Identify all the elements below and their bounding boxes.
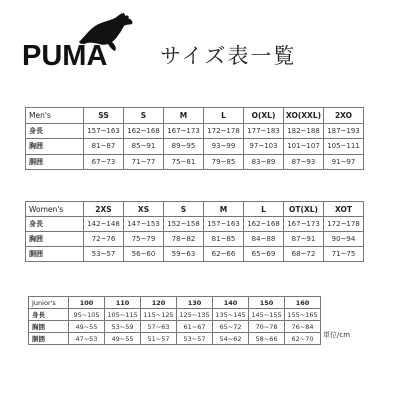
table-cell: 105~115 [105, 309, 141, 321]
table-cell: 177~183 [244, 123, 284, 139]
table-cell: 54~62 [213, 333, 249, 345]
table-cell: 49~55 [105, 333, 141, 345]
table-cell: 59~63 [164, 247, 204, 262]
table-cell: 90~94 [324, 232, 364, 247]
size-header-cell: O(XL) [244, 108, 284, 124]
table-header-row [29, 297, 321, 309]
table-cell: 182~188 [284, 123, 324, 139]
table-cell: 84~88 [244, 232, 284, 247]
table-cell: 71~77 [124, 154, 164, 170]
table-cell: 68~72 [284, 247, 324, 262]
table-cell: 56~60 [124, 247, 164, 262]
table-cell: 65~69 [244, 247, 284, 262]
table-row [26, 247, 364, 262]
size-header-cell: 2XS [84, 202, 124, 217]
size-header-cell: 2XO [324, 108, 364, 124]
table-cell: 62~66 [204, 247, 244, 262]
table-cell: 147~153 [124, 217, 164, 232]
row-label: 身長 [26, 217, 84, 232]
row-label: 胸囲 [29, 321, 69, 333]
table-cell: 157~163 [204, 217, 244, 232]
table-cell: 85~91 [124, 139, 164, 155]
size-header-cell: 160 [285, 297, 321, 309]
row-label: 胴囲 [26, 247, 84, 262]
table-cell: 105~111 [324, 139, 364, 155]
puma-wordmark: PUMA [22, 40, 108, 72]
size-header-cell: SS [84, 108, 124, 124]
table-row [29, 321, 321, 333]
table-cell: 61~67 [177, 321, 213, 333]
size-header-cell: M [204, 202, 244, 217]
table-cell: 167~173 [284, 217, 324, 232]
junior-size-table [28, 296, 321, 345]
size-header-cell: XS [124, 202, 164, 217]
table-cell: 95~105 [69, 309, 105, 321]
table-row [26, 154, 364, 170]
table-cell: 172~178 [204, 123, 244, 139]
puma-logo [22, 12, 127, 72]
table-cell: 53~57 [84, 247, 124, 262]
unit-note: 単位/cm [323, 331, 351, 339]
table-cell: 91~97 [324, 154, 364, 170]
table-cell: 81~87 [84, 139, 124, 155]
row-label: 胴囲 [26, 154, 84, 170]
size-header-cell: 110 [105, 297, 141, 309]
table-cell: 79~85 [204, 154, 244, 170]
table-cell: 67~73 [84, 154, 124, 170]
size-header-cell: XO(XXL) [284, 108, 324, 124]
table-cell: 152~158 [164, 217, 204, 232]
table-cell: 76~84 [285, 321, 321, 333]
table-cell: 145~155 [249, 309, 285, 321]
size-header-cell: S [124, 108, 164, 124]
table-header-row [26, 108, 364, 124]
table-row [26, 232, 364, 247]
table-title-cell: Junior's [29, 297, 69, 309]
table-cell: 57~63 [141, 321, 177, 333]
size-header-cell: 130 [177, 297, 213, 309]
table-cell: 167~173 [164, 123, 204, 139]
size-header-cell: XOT [324, 202, 364, 217]
table-cell: 142~148 [84, 217, 124, 232]
size-header-cell: OT(XL) [284, 202, 324, 217]
table-row [26, 123, 364, 139]
table-header-row [26, 202, 364, 217]
table-cell: 101~107 [284, 139, 324, 155]
row-label: 胸囲 [26, 139, 84, 155]
table-cell: 157~163 [84, 123, 124, 139]
row-label: 身長 [29, 309, 69, 321]
size-header-cell: L [204, 108, 244, 124]
table-cell: 81~85 [204, 232, 244, 247]
size-header-cell: 140 [213, 297, 249, 309]
page-title: サイズ表一覧 [160, 44, 297, 68]
table-row [29, 309, 321, 321]
men-size-table [25, 107, 364, 170]
table-cell: 53~57 [177, 333, 213, 345]
table-cell: 172~178 [324, 217, 364, 232]
table-cell: 72~76 [84, 232, 124, 247]
table-cell: 155~165 [285, 309, 321, 321]
table-cell: 53~59 [105, 321, 141, 333]
row-label: 胸囲 [26, 232, 84, 247]
row-label: 身長 [26, 123, 84, 139]
table-cell: 87~93 [284, 154, 324, 170]
table-cell: 51~57 [141, 333, 177, 345]
size-header-cell: L [244, 202, 284, 217]
table-row [26, 217, 364, 232]
table-cell: 83~89 [244, 154, 284, 170]
table-cell: 162~168 [244, 217, 284, 232]
size-header-cell: S [164, 202, 204, 217]
table-cell: 93~99 [204, 139, 244, 155]
table-cell: 135~145 [213, 309, 249, 321]
table-cell: 65~72 [213, 321, 249, 333]
table-cell: 71~75 [324, 247, 364, 262]
row-label: 胴囲 [29, 333, 69, 345]
table-cell: 58~66 [249, 333, 285, 345]
table-cell: 75~79 [124, 232, 164, 247]
women-size-table [25, 201, 364, 262]
size-header-cell: 150 [249, 297, 285, 309]
table-cell: 87~91 [284, 232, 324, 247]
table-cell: 187~193 [324, 123, 364, 139]
table-row [29, 333, 321, 345]
table-cell: 49~55 [69, 321, 105, 333]
table-cell: 97~103 [244, 139, 284, 155]
table-cell: 115~125 [141, 309, 177, 321]
table-cell: 78~82 [164, 232, 204, 247]
table-title-cell: Men's [26, 108, 84, 124]
table-cell: 47~53 [69, 333, 105, 345]
table-row [26, 139, 364, 155]
size-header-cell: 100 [69, 297, 105, 309]
table-cell: 89~95 [164, 139, 204, 155]
table-cell: 125~135 [177, 309, 213, 321]
table-title-cell: Women's [26, 202, 84, 217]
size-header-cell: M [164, 108, 204, 124]
table-cell: 62~70 [285, 333, 321, 345]
table-cell: 75~81 [164, 154, 204, 170]
table-cell: 70~78 [249, 321, 285, 333]
table-cell: 162~168 [124, 123, 164, 139]
size-header-cell: 120 [141, 297, 177, 309]
